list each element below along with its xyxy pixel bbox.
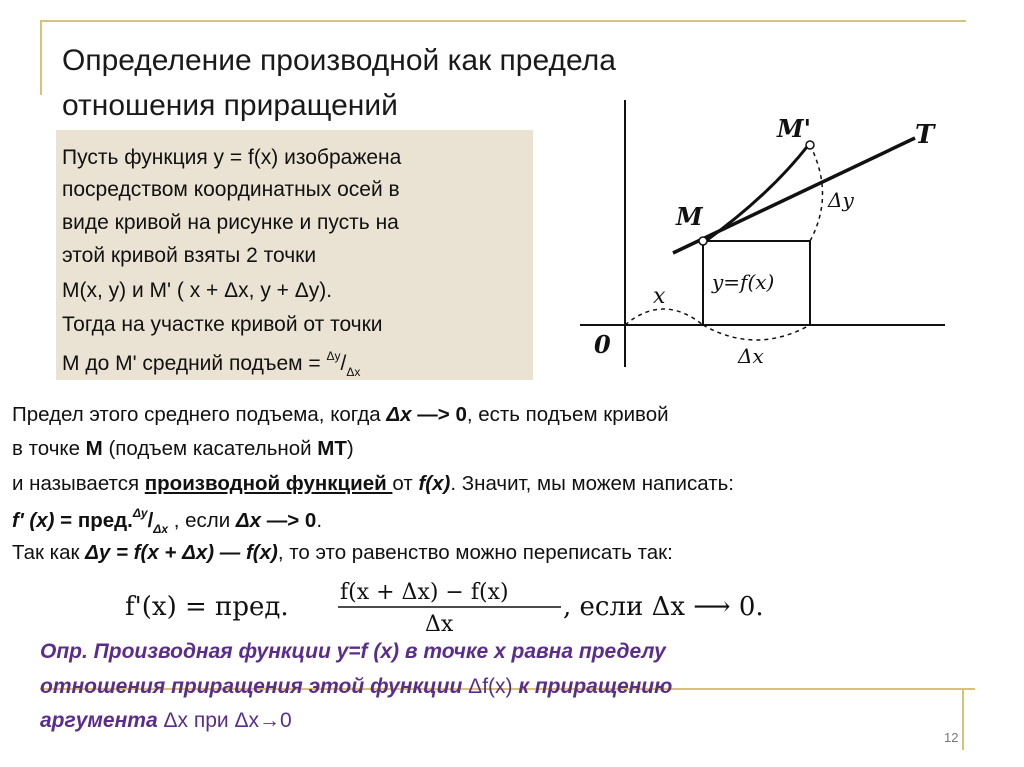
label-m: M xyxy=(676,202,703,231)
intro-line-3: виде кривой на рисунке и пусть на xyxy=(62,211,399,234)
body-l1-arrow: —> xyxy=(411,403,456,426)
title-line-2: отношения приращений xyxy=(62,89,398,122)
body-l2-text-a: в точке xyxy=(12,437,86,460)
tangent-line xyxy=(673,138,915,253)
body-l5-text-a: Так как xyxy=(12,541,86,564)
body-l5-text-c: , то это равенство можно переписать так: xyxy=(277,541,673,564)
definition-l3-text-a: аргумента xyxy=(40,709,164,732)
body-l5-equation: Δy = f(x + Δx) — f(x) xyxy=(85,541,278,564)
body-l1-text-e: , есть подъем кривой xyxy=(466,403,669,426)
slide-title xyxy=(62,38,622,128)
intro-line-5: M(x, y) и M' ( x + Δx, y + Δy). xyxy=(62,279,333,302)
body-l1-dx: Δx xyxy=(386,403,412,426)
slide-frame-top xyxy=(40,20,966,22)
body-l3-text-e: . Значит, мы можем написать: xyxy=(450,472,734,495)
label-zero: 0 xyxy=(594,330,611,359)
body-line-4 xyxy=(12,506,322,536)
intro-line-6: Тогда на участке кривой от точки xyxy=(62,313,383,336)
definition-l2-text-a: отношения приращения этой функции xyxy=(40,675,469,698)
body-l3-text-c: от xyxy=(392,472,419,495)
point-m xyxy=(699,237,707,245)
body-l1-zero: 0 xyxy=(455,403,467,426)
ratio-denominator: Δx xyxy=(346,365,361,379)
body-line-2 xyxy=(12,437,354,461)
definition-l2-text-c: к приращению xyxy=(512,675,673,698)
body-l3-text-a: и называется xyxy=(12,472,145,495)
ratio-slash: / xyxy=(340,352,347,375)
body-line-5 xyxy=(12,541,673,565)
curve xyxy=(703,143,810,243)
body-l4-text-f: , если xyxy=(168,509,236,532)
slide-frame-right xyxy=(962,688,964,750)
body-l4-slash: / xyxy=(147,509,154,532)
dy-brace xyxy=(810,145,823,241)
body-l2-point-m: M xyxy=(85,437,103,460)
body-line-3 xyxy=(12,472,734,496)
title-line-1: Определение производной как предела xyxy=(62,44,616,77)
definition-line-2 xyxy=(40,675,672,699)
definition-l3-dx: Δx при Δx→0 xyxy=(163,709,292,732)
formula-tail: , если Δx ⟶ 0. xyxy=(563,592,764,622)
body-l3-fx: f(x) xyxy=(418,472,451,495)
body-l2-text-e: ) xyxy=(346,437,354,460)
definition-l2-df: Δf(x) xyxy=(468,675,513,698)
derivative-graph xyxy=(560,85,960,385)
body-l4-zero: 0 xyxy=(304,509,317,532)
body-l2-mt: MT xyxy=(317,437,347,460)
definition-line-3 xyxy=(40,709,292,733)
slide-frame-left xyxy=(40,20,42,95)
label-dy: Δy xyxy=(828,188,854,212)
formula-lhs: f'(x) = пред. xyxy=(125,592,289,622)
ratio-numerator: Δy xyxy=(326,349,341,363)
dx-brace xyxy=(703,325,810,340)
body-l4-period: . xyxy=(316,509,323,532)
intro-text-box xyxy=(56,130,533,380)
intro-line-1: Пусть функция y = f(x) изображена xyxy=(62,146,402,169)
x-brace xyxy=(625,309,703,325)
label-x: x xyxy=(653,284,666,309)
body-l4-arrow: —> xyxy=(261,509,305,532)
label-dx: Δx xyxy=(738,344,764,368)
intro-line-7-prefix: M до M' средний подъем = xyxy=(62,352,327,375)
label-y-fx: y=f(x) xyxy=(712,270,775,294)
body-l4-fprime: f' (x) xyxy=(12,509,55,532)
body-l1-text-a: Предел этого среднего подъема, когда xyxy=(12,403,387,426)
intro-line-2: посредством координатных осей в xyxy=(62,178,400,201)
page-number: 12 xyxy=(944,730,959,745)
body-l2-text-c: (подъем касательной xyxy=(102,437,318,460)
body-l4-pred: = пред. xyxy=(54,509,133,532)
body-l4-num: Δy xyxy=(132,506,148,520)
label-t: T xyxy=(915,120,935,150)
label-m-prime: M' xyxy=(777,114,811,143)
intro-line-7 xyxy=(62,341,360,387)
body-l4-den: Δx xyxy=(153,522,169,536)
formula-denominator: Δx xyxy=(425,612,454,635)
intro-line-4: этой кривой взяты 2 точки xyxy=(62,244,317,267)
body-l3-term: производной функцией xyxy=(144,472,393,495)
body-l4-dx: Δx xyxy=(235,509,262,532)
derivative-formula xyxy=(125,575,825,635)
formula-numerator: f(x + Δx) − f(x) xyxy=(340,580,509,605)
definition-line-1: Опр. Производная функции y=f (x) в точке x равна пределу xyxy=(40,640,666,663)
body-line-1 xyxy=(12,403,669,427)
